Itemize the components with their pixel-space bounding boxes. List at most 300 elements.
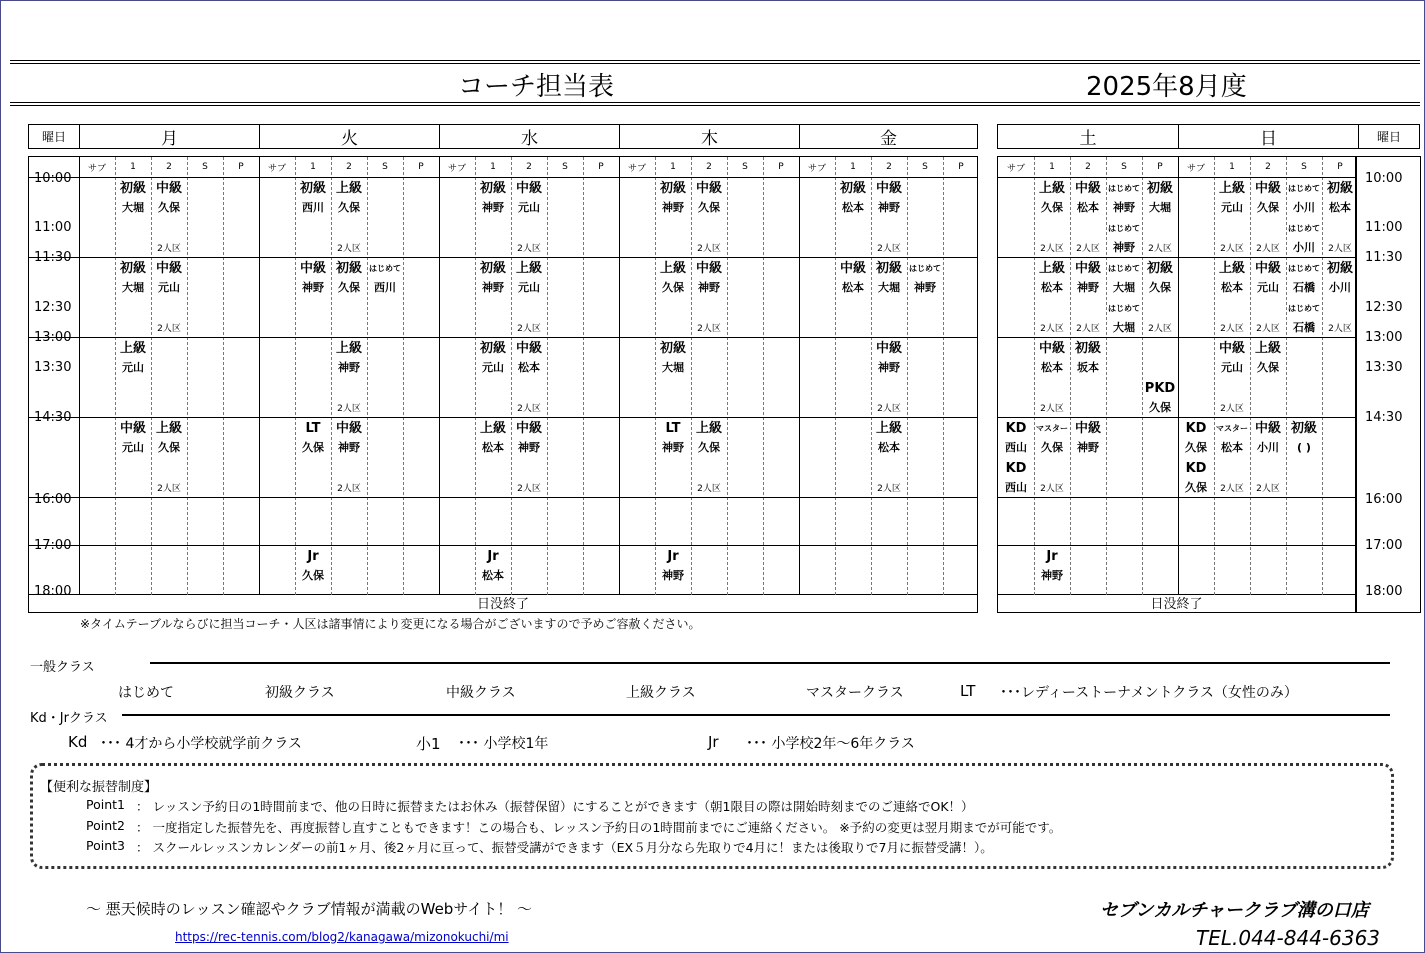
grid-column (79, 157, 80, 595)
coach-name: 松本 (482, 569, 504, 582)
coach-name: 神野 (662, 441, 684, 454)
class-level: 中級 (695, 181, 722, 196)
class-level: 上級 (695, 421, 722, 436)
class-entry (1106, 299, 1142, 337)
coach-name: 久保 (1149, 401, 1171, 414)
class-entry (295, 547, 331, 585)
legend-jr-label: Jr (708, 733, 719, 751)
class-level: 中級 (1038, 341, 1065, 356)
class-entry (1142, 179, 1178, 217)
class-entry (1106, 259, 1142, 297)
coach-name: 松本 (842, 201, 864, 214)
point1-label: Point1 (86, 797, 125, 812)
class-entry (1214, 179, 1250, 217)
class-level: KD (1185, 421, 1207, 436)
class-level: はじめて (369, 264, 401, 273)
class-level: 上級 (659, 261, 686, 276)
capacity-label: 2人区 (1220, 484, 1244, 494)
subcolumn-header: サブ (1006, 163, 1025, 174)
subcolumn-header: P (958, 162, 964, 172)
class-level: 初級 (1290, 421, 1317, 436)
legend-jr-desc: ･･･ 小学校2年～6年クラス (746, 736, 915, 752)
class-level: 初級 (1074, 341, 1101, 356)
top-rule (10, 60, 1420, 61)
coach-name: 神野 (482, 281, 504, 294)
class-entry (511, 259, 547, 297)
coach-name: 久保 (1257, 201, 1279, 214)
coach-name: 久保 (1185, 481, 1207, 494)
capacity-label: 2人区 (877, 484, 901, 494)
class-entry (115, 179, 151, 217)
class-entry (655, 259, 691, 297)
grid-column (1142, 157, 1143, 595)
coach-name: 小川 (1329, 281, 1351, 294)
slot-rule (29, 545, 977, 546)
class-entry (1070, 179, 1106, 217)
class-entry (871, 419, 907, 457)
class-level: 中級 (1074, 261, 1101, 276)
class-entry (1070, 259, 1106, 297)
subheader-rule (998, 177, 1355, 178)
coach-name: 神野 (1113, 241, 1135, 254)
subcolumn-header: S (562, 162, 568, 172)
coach-name: 西川 (302, 201, 324, 214)
class-entry (1034, 419, 1070, 457)
class-entry (331, 259, 367, 297)
class-entry (1286, 419, 1322, 457)
grid-column (763, 157, 764, 595)
class-level: 上級 (1218, 261, 1245, 276)
coach-name: 大堀 (122, 281, 144, 294)
coach-name: 元山 (482, 361, 504, 374)
coach-name: 大堀 (662, 361, 684, 374)
class-entry (475, 259, 511, 297)
coach-name: 久保 (1149, 281, 1171, 294)
class-level: はじめて (909, 264, 941, 273)
slot-rule (998, 417, 1355, 418)
class-entry (295, 259, 331, 297)
weekday-grid (28, 156, 978, 613)
class-level: 初級 (299, 181, 326, 196)
capacity-label: 2人区 (337, 244, 361, 254)
class-level: 中級 (1074, 421, 1101, 436)
coach-name: 松本 (1077, 201, 1099, 214)
class-level: 上級 (119, 341, 146, 356)
coach-name: 神野 (518, 441, 540, 454)
class-level: 上級 (875, 421, 902, 436)
subcolumn-header: 2 (1265, 162, 1271, 172)
coach-name: 神野 (662, 569, 684, 582)
class-level: 初級 (875, 261, 902, 276)
weekday-header (28, 124, 978, 149)
capacity-label: 2人区 (337, 404, 361, 414)
time-label: 18:00 (34, 584, 72, 599)
legend-s1-desc: ･･･ 小学校1年 (458, 736, 549, 752)
grid-column (943, 157, 944, 595)
time-label-right: 11:30 (1365, 250, 1403, 265)
grid-column (619, 157, 620, 595)
class-level: 中級 (515, 421, 542, 436)
capacity-label: 2人区 (1220, 244, 1244, 254)
subcolumn-header: サブ (447, 163, 466, 174)
class-entry (115, 259, 151, 297)
class-entry (475, 419, 511, 457)
grid-column (187, 157, 188, 595)
class-entry (907, 259, 943, 297)
capacity-label: 2人区 (1256, 244, 1280, 254)
grid-column (259, 157, 260, 595)
slot-rule (998, 497, 1355, 498)
page-title: コーチ担当表 (458, 72, 615, 102)
coach-name: 元山 (122, 361, 144, 374)
class-entry (1142, 379, 1178, 417)
slot-rule (998, 337, 1355, 338)
legend-hajimete: はじめて (118, 685, 174, 701)
class-level: はじめて (1108, 224, 1140, 233)
coach-name: 大堀 (878, 281, 900, 294)
class-entry (1034, 547, 1070, 585)
capacity-label: 2人区 (1076, 244, 1100, 254)
coach-name: 神野 (338, 441, 360, 454)
class-level: Jr (487, 549, 499, 564)
coach-name: 松本 (1041, 281, 1063, 294)
grid-column (223, 157, 224, 595)
class-level: 中級 (1254, 421, 1281, 436)
grid-column (583, 157, 584, 595)
class-entry (1214, 339, 1250, 377)
capacity-label: 2人区 (337, 484, 361, 494)
coach-name: 元山 (158, 281, 180, 294)
legend-lt-label: LT (960, 682, 976, 700)
subcolumn-header: S (1301, 162, 1307, 172)
coach-name: 大堀 (122, 201, 144, 214)
capacity-label: 2人区 (1040, 484, 1064, 494)
subcolumn-header: サブ (87, 163, 106, 174)
class-level: 初級 (1146, 181, 1173, 196)
class-level: 中級 (515, 181, 542, 196)
capacity-label: 2人区 (877, 244, 901, 254)
grid-column (367, 157, 368, 595)
subcolumn-header: サブ (267, 163, 286, 174)
class-level: 中級 (875, 181, 902, 196)
class-level: 初級 (479, 341, 506, 356)
coach-name: 久保 (302, 441, 324, 454)
class-entry (1286, 219, 1322, 257)
class-level: 中級 (875, 341, 902, 356)
class-level: 初級 (335, 261, 362, 276)
class-entry (1250, 259, 1286, 297)
class-entry (1106, 219, 1142, 257)
class-entry (331, 339, 367, 377)
capacity-label: 2人区 (1040, 404, 1064, 414)
subcolumn-header: サブ (1186, 163, 1205, 174)
class-level: 初級 (839, 181, 866, 196)
time-label: 17:00 (34, 538, 72, 553)
capacity-label: 2人区 (517, 324, 541, 334)
kids-rule (122, 714, 1390, 716)
slot-rule (998, 545, 1355, 546)
time-label: 10:00 (34, 171, 72, 186)
class-level: 上級 (1038, 261, 1065, 276)
time-label: 13:00 (34, 330, 72, 345)
class-entry (331, 179, 367, 217)
subcolumn-header: 1 (850, 162, 856, 172)
class-entry (475, 179, 511, 217)
capacity-label: 2人区 (1328, 324, 1352, 334)
capacity-label: 2人区 (1220, 404, 1244, 414)
class-entry (1034, 339, 1070, 377)
subcolumn-header: 2 (526, 162, 532, 172)
subcolumn-header: S (1121, 162, 1127, 172)
subcolumn-header: 2 (706, 162, 712, 172)
subcolumn-header: S (922, 162, 928, 172)
class-entry (1286, 299, 1322, 337)
class-level: 初級 (479, 181, 506, 196)
slot-rule (29, 257, 977, 258)
class-entry (367, 259, 403, 297)
class-level: 初級 (1326, 181, 1353, 196)
coach-name: 松本 (1041, 361, 1063, 374)
subcolumn-header: 1 (490, 162, 496, 172)
capacity-label: 2人区 (1328, 244, 1352, 254)
grid-column (151, 157, 152, 595)
day-wed: 水 (439, 125, 619, 148)
class-entry (1178, 419, 1214, 457)
class-entry (691, 179, 727, 217)
class-level: 中級 (155, 181, 182, 196)
class-entry (1322, 179, 1358, 217)
capacity-label: 2人区 (697, 324, 721, 334)
capacity-label: 2人区 (1040, 324, 1064, 334)
class-level: はじめて (1288, 264, 1320, 273)
class-entry (331, 419, 367, 457)
class-level: 上級 (335, 181, 362, 196)
class-level: 上級 (1254, 341, 1281, 356)
time-label-right: 11:00 (1365, 220, 1403, 235)
coach-name: 大堀 (1149, 201, 1171, 214)
time-label: 11:00 (34, 220, 72, 235)
class-level: 中級 (1254, 181, 1281, 196)
subcolumn-header: 2 (1085, 162, 1091, 172)
class-level: 中級 (1218, 341, 1245, 356)
class-level: 上級 (479, 421, 506, 436)
title-rule-2 (10, 105, 1420, 106)
day-sat: 土 (1079, 129, 1097, 149)
class-entry (1034, 179, 1070, 217)
class-entry (151, 259, 187, 297)
capacity-label: 2人区 (1040, 244, 1064, 254)
grid-column (691, 157, 692, 595)
legend-chukyu: 中級クラス (446, 685, 516, 701)
class-entry (1178, 459, 1214, 497)
class-entry (1322, 259, 1358, 297)
class-entry (1250, 419, 1286, 457)
point3-label: Point3 (86, 838, 125, 853)
class-level: 初級 (479, 261, 506, 276)
slot-rule (29, 337, 977, 338)
class-entry (115, 419, 151, 457)
subcolumn-header: 1 (130, 162, 136, 172)
legend-kd-desc: ･･･ 4才から小学校就学前クラス (100, 736, 302, 752)
subcolumn-header: S (742, 162, 748, 172)
coach-name: 松本 (1329, 201, 1351, 214)
class-entry (691, 259, 727, 297)
coach-name: 久保 (1185, 441, 1207, 454)
website-link[interactable]: https://rec-tennis.com/blog2/kanagawa/mizonokuchi/mi (175, 930, 509, 944)
subcolumn-header: 1 (670, 162, 676, 172)
class-entry (1214, 259, 1250, 297)
grid-column (547, 157, 548, 595)
coach-name: 久保 (338, 281, 360, 294)
grid-column (907, 157, 908, 595)
coach-name: 坂本 (1077, 361, 1099, 374)
time-label: 13:30 (34, 360, 72, 375)
class-entry (1250, 179, 1286, 217)
disclaimer-note: ※タイムテーブルならびに担当コーチ・人区は諸事情により変更になる場合がございますので予めご容赦ください。 (80, 617, 701, 631)
class-entry (835, 259, 871, 297)
subcolumn-header: P (598, 162, 604, 172)
coach-name: 石橋 (1293, 281, 1315, 294)
subcolumn-header: 2 (166, 162, 172, 172)
capacity-label: 2人区 (517, 244, 541, 254)
class-entry (151, 179, 187, 217)
coach-name: 元山 (518, 281, 540, 294)
class-entry (1070, 419, 1106, 457)
time-label: 14:30 (34, 410, 72, 425)
class-entry (655, 339, 691, 377)
class-entry (1106, 179, 1142, 217)
class-level: 上級 (1038, 181, 1065, 196)
class-entry (295, 419, 331, 457)
coach-name: 大堀 (1113, 321, 1135, 334)
coach-name: ( ) (1297, 441, 1311, 454)
time-label: 16:00 (34, 492, 72, 507)
coach-name: 神野 (1041, 569, 1063, 582)
class-level: 初級 (1326, 261, 1353, 276)
grid-column (439, 157, 440, 595)
subcolumn-header: S (202, 162, 208, 172)
coach-name: 久保 (158, 201, 180, 214)
coach-name: 元山 (1221, 361, 1243, 374)
class-entry (475, 339, 511, 377)
coach-name: 神野 (338, 361, 360, 374)
weekend-header (997, 124, 1420, 149)
slot-rule (998, 257, 1355, 258)
coach-name: 元山 (1257, 281, 1279, 294)
capacity-label: 2人区 (877, 404, 901, 414)
class-level: 中級 (299, 261, 326, 276)
class-entry (1070, 339, 1106, 377)
class-entry (871, 179, 907, 217)
class-level: マスター (1216, 424, 1248, 433)
class-entry (475, 547, 511, 585)
class-level: 中級 (695, 261, 722, 276)
subcolumn-header: 1 (310, 162, 316, 172)
class-level: 初級 (659, 181, 686, 196)
sunset-label: 日没終了 (29, 594, 977, 613)
class-level: LT (305, 421, 321, 436)
class-level: 上級 (1218, 181, 1245, 196)
class-level: LT (665, 421, 681, 436)
class-entry (655, 179, 691, 217)
class-level: 中級 (335, 421, 362, 436)
class-entry (1214, 419, 1250, 457)
class-entry (998, 459, 1034, 497)
coach-name: 石橋 (1293, 321, 1315, 334)
capacity-label: 2人区 (697, 484, 721, 494)
coach-name: 神野 (878, 361, 900, 374)
coach-name: 神野 (698, 281, 720, 294)
coach-name: 久保 (1257, 361, 1279, 374)
grid-column (835, 157, 836, 595)
class-entry (1286, 179, 1322, 217)
capacity-label: 2人区 (517, 404, 541, 414)
point2-label: Point2 (86, 818, 125, 833)
general-rule (150, 662, 1390, 664)
class-entry (871, 259, 907, 297)
capacity-label: 2人区 (1076, 324, 1100, 334)
coach-name: 神野 (1077, 441, 1099, 454)
class-level: Jr (307, 549, 319, 564)
capacity-label: 2人区 (157, 324, 181, 334)
subcolumn-header: 2 (346, 162, 352, 172)
shop-name: セブンカルチャークラブ溝の口店 (1100, 900, 1369, 921)
coach-name: 西川 (374, 281, 396, 294)
coach-name: 神野 (662, 201, 684, 214)
weekend-grid (997, 156, 1356, 613)
class-level: 中級 (1254, 261, 1281, 276)
capacity-label: 2人区 (157, 244, 181, 254)
class-entry (115, 339, 151, 377)
coach-name: 松本 (1221, 281, 1243, 294)
class-level: 初級 (119, 181, 146, 196)
subcolumn-header: P (1157, 162, 1163, 172)
coach-name: 松本 (842, 281, 864, 294)
class-entry (511, 419, 547, 457)
coach-name: 元山 (122, 441, 144, 454)
subcolumn-header: S (382, 162, 388, 172)
coach-name: 小川 (1293, 201, 1315, 214)
coach-name: 小川 (1257, 441, 1279, 454)
class-level: 中級 (155, 261, 182, 276)
class-level: 中級 (515, 341, 542, 356)
class-entry (655, 547, 691, 585)
day-fri: 金 (799, 125, 977, 148)
coach-name: 神野 (482, 201, 504, 214)
grid-column (799, 157, 800, 595)
class-level: Jr (667, 549, 679, 564)
capacity-label: 2人区 (697, 244, 721, 254)
class-entry (151, 419, 187, 457)
subcolumn-header: 1 (1229, 162, 1235, 172)
slot-rule (29, 417, 977, 418)
grid-column (1322, 157, 1323, 595)
class-level: 上級 (335, 341, 362, 356)
coach-name: 西山 (1005, 481, 1027, 494)
period-label: 2025年8月度 (1086, 72, 1247, 102)
class-entry (871, 339, 907, 377)
legend-lt-desc: ･･･レディーストーナメントクラス（女性のみ） (1000, 685, 1298, 701)
coach-name: 神野 (914, 281, 936, 294)
class-level: Jr (1046, 549, 1058, 564)
phone-number: TEL.044-844-6363 (1196, 926, 1381, 950)
class-level: はじめて (1288, 304, 1320, 313)
point1-text: ： レッスン予約日の1時間前まで、他の日時に振替またはお休み（振替保留）にすることができます（朝1限目の際は開始時刻までのご連絡でOK！） (136, 799, 974, 814)
coach-name: 小川 (1293, 241, 1315, 254)
capacity-label: 2人区 (517, 484, 541, 494)
time-label: 11:30 (34, 250, 72, 265)
time-label-right: 10:00 (1365, 171, 1403, 186)
